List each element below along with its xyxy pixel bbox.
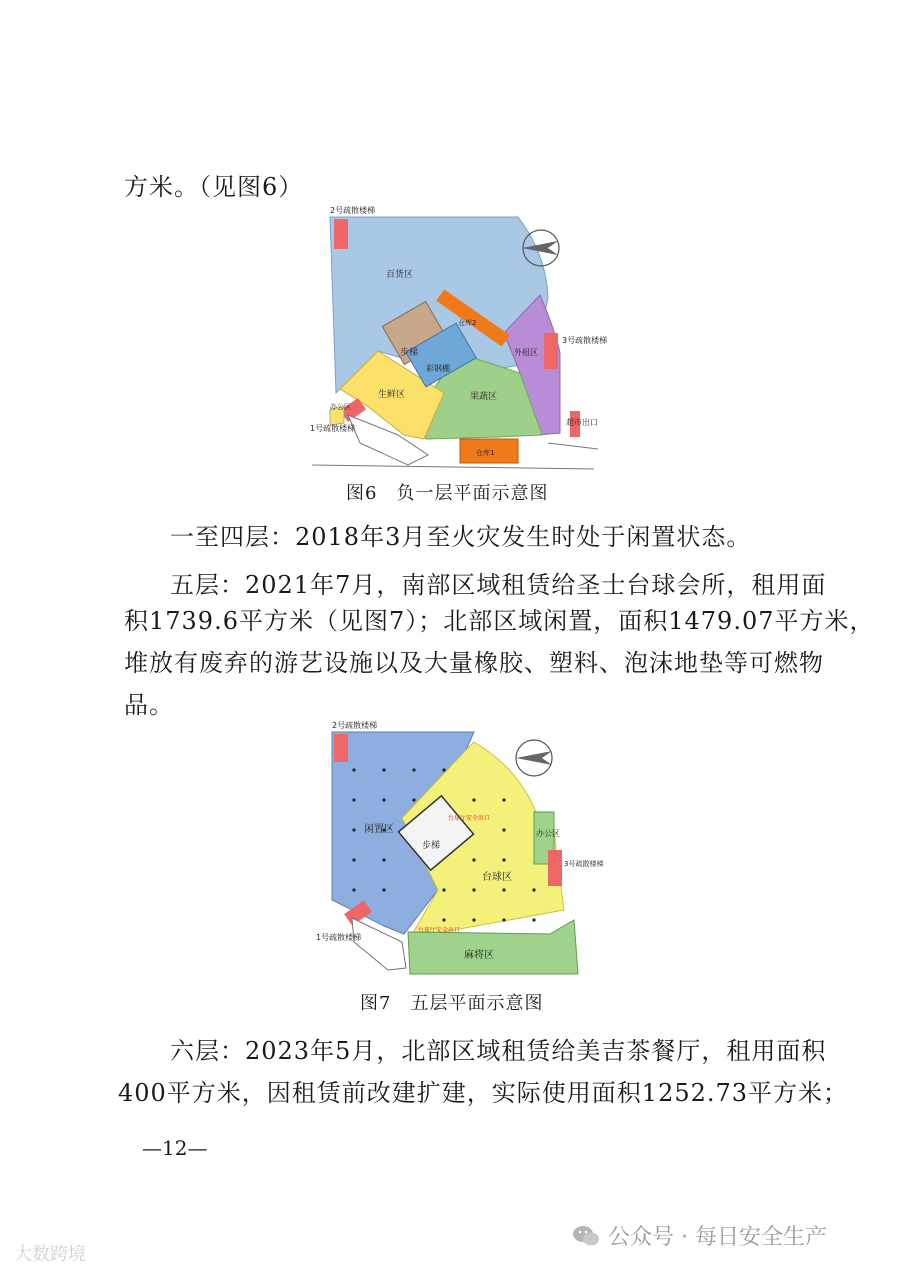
figure-7-caption: 图7 五层平面示意图 [360,993,544,1014]
wechat-icon [572,1224,600,1248]
fig7-billiard-exit-bottom: 台球厅安全出口 [418,927,461,934]
figure-7-floor-plan [314,720,604,974]
fig6-exit-label: 超市出口 [566,418,598,427]
watermark-left: 大数跨境 [14,1244,86,1265]
fig7-billiard-label: 台球区 [482,872,512,883]
fig7-escalator-label: 步梯 [422,841,441,851]
fig7-idle-label: 闲置区 [364,824,394,835]
fig6-storage2-label: 仓库1 [476,449,495,457]
paragraph-line: 方米。（见图6） [124,173,304,201]
fig6-rental-label: 外租区 [514,348,538,357]
fig6-storage-label: 仓库2 [458,319,477,327]
fig6-stair2-label: 2号疏散楼梯 [330,206,376,215]
fig7-billiard-exit-top: 台球厅安全出口 [448,815,491,822]
fig7-stair3-label: 3号疏散楼梯 [564,860,604,868]
fig7-stair1-label: 1号疏散楼梯 [316,933,362,942]
fig6-fresh-label: 生鲜区 [378,390,406,400]
paragraph-line: 400平方米，因租赁前改建扩建，实际使用面积1252.73平方米； [118,1079,849,1107]
fig6-fruitveg-label: 果蔬区 [470,392,498,402]
fig7-stair2-label: 2号疏散楼梯 [332,721,378,730]
figure-6-caption: 图6 负一层平面示意图 [346,483,549,504]
watermark-right [572,1220,827,1251]
watermark-right-text: 公众号 · 每日安全生产 [608,1225,827,1250]
fig7-mahjong-label: 麻将区 [464,950,494,961]
fig7-office-label: 办公区 [536,829,560,838]
paragraph-line: 六层：2023年5月，北部区域租赁给美吉茶餐厅，租用面积 [170,1037,827,1065]
paragraph-line: 一至四层：2018年3月至火灾发生时处于闲置状态。 [170,523,752,551]
fig6-escalator-label: 步梯 [400,348,419,358]
stair-2-marker [334,219,348,249]
stair-3-marker [544,333,558,369]
fig6-department-label: 百货区 [386,270,414,280]
paragraph-line: 积1739.6平方米（见图7）；北部区域闲置，面积1479.07平方米， [124,607,875,635]
page-number: —12— [142,1136,208,1160]
paragraph-line: 五层：2021年7月，南部区域租赁给圣士台球会所，租用面 [170,571,827,599]
stair-2-marker [334,734,348,762]
stair-3-marker [548,850,562,886]
paragraph-line: 品。 [124,691,174,719]
figure-6-floor-plan [308,203,608,471]
fig6-colorsteel-label: 彩钢棚 [426,364,450,373]
fig6-office-label: 办公区 [330,403,351,411]
fig6-stair3-label: 3号疏散楼梯 [562,336,608,345]
paragraph-line: 堆放有废弃的游艺设施以及大量橡胶、塑料、泡沫地垫等可燃物 [124,649,824,677]
fig6-stair1-label: 1号疏散楼梯 [310,424,356,433]
